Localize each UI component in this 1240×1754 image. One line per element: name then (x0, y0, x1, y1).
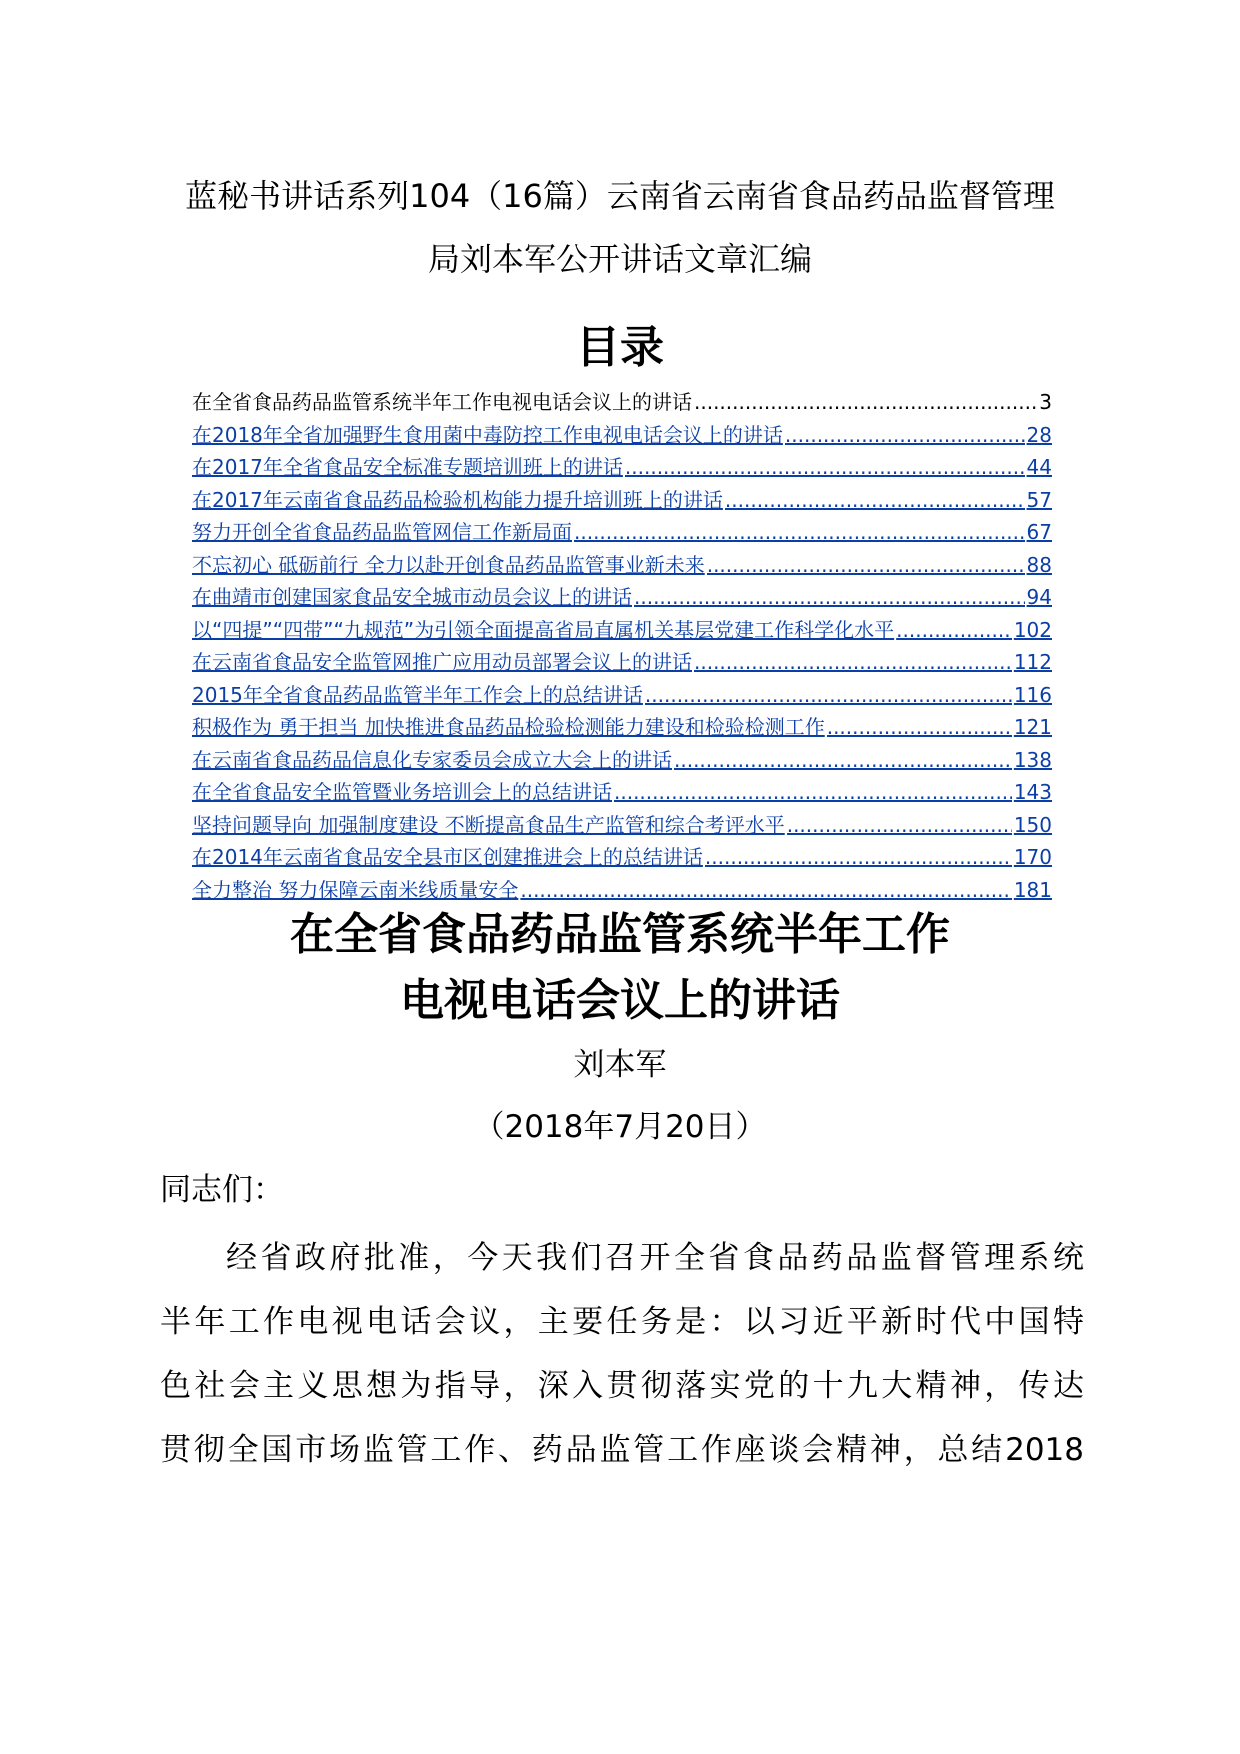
toc-entry-title: 在云南省食品安全监管网推广应用动员部署会议上的讲话 (192, 650, 692, 674)
toc-entry-title: 积极作为 勇于担当 加快推进食品药品检验检测能力建设和检验检测工作 (192, 715, 825, 739)
toc-leader-dots (645, 679, 1012, 712)
speech-title-line-2: 电视电话会议上的讲话 (400, 975, 840, 1026)
toc-entry-title: 2015年全省食品药品监管半年工作会上的总结讲话 (192, 682, 643, 707)
toc-entry-page: 181 (1013, 877, 1052, 902)
toc-entry-page: 67 (1026, 520, 1052, 544)
toc-entry-title: 不忘初心 砥砺前行 全力以赴开创食品药品监管事业新未来 (192, 552, 705, 577)
toc-entry[interactable] (192, 581, 1052, 614)
toc-entry[interactable] (192, 841, 1052, 874)
toc-heading: 目录 (576, 322, 664, 373)
toc-leader-dots (705, 841, 1012, 874)
toc-entry-page: 44 (1026, 455, 1052, 479)
toc-leader-dots (707, 549, 1025, 582)
toc-entry[interactable] (192, 776, 1052, 809)
toc-entry[interactable] (192, 809, 1052, 842)
toc-entry-page: 88 (1026, 552, 1052, 577)
speech-title-line-1: 在全省食品药品监管系统半年工作 (290, 909, 950, 960)
toc-leader-dots (674, 744, 1012, 777)
toc-leader-dots (787, 809, 1012, 842)
toc-entry[interactable] (192, 549, 1052, 582)
toc-entry-page: 143 (1013, 780, 1052, 804)
toc-leader-dots (634, 581, 1025, 614)
toc-leader-dots (785, 419, 1025, 452)
toc-entry[interactable] (192, 386, 1052, 419)
toc-leader-dots (574, 516, 1025, 549)
salutation: 同志们： (160, 1172, 284, 1208)
toc-entry-title: 努力开创全省食品药品监管网信工作新局面 (192, 520, 572, 544)
toc-entry-page: 28 (1026, 422, 1052, 447)
toc-entry-title: 在全省食品安全监管暨业务培训会上的总结讲话 (192, 780, 612, 804)
toc-entry[interactable] (192, 711, 1052, 744)
body-text-line: 半年工作电视电话会议，主要任务是：以习近平新时代中国特 (160, 1304, 1084, 1340)
body-text-line: 贯彻全国市场监管工作、药品监管工作座谈会精神，总结2018 (160, 1432, 1084, 1468)
toc-leader-dots (694, 386, 1037, 419)
toc-entry-title: 在全省食品药品监管系统半年工作电视电话会议上的讲话 (192, 390, 692, 414)
toc-leader-dots (827, 711, 1012, 744)
toc-entry-title: 在2017年云南省食品药品检验机构能力提升培训班上的讲话 (192, 487, 723, 512)
toc-leader-dots (725, 484, 1025, 517)
toc-entry[interactable] (192, 614, 1052, 647)
toc-entry[interactable] (192, 679, 1052, 712)
speech-author: 刘本军 (573, 1047, 667, 1083)
toc-entry-page: 112 (1013, 650, 1052, 674)
toc-entry[interactable] (192, 874, 1052, 907)
toc-entry[interactable] (192, 646, 1052, 679)
toc-entry-page: 57 (1026, 487, 1052, 512)
toc-entry-title: 在云南省食品药品信息化专家委员会成立大会上的讲话 (192, 747, 672, 772)
body-text-line: 色社会主义思想为指导，深入贯彻落实党的十九大精神，传达 (160, 1368, 1084, 1404)
speech-date: （2018年7月20日） (473, 1109, 767, 1145)
toc-entry-title: 在曲靖市创建国家食品安全城市动员会议上的讲话 (192, 585, 632, 609)
toc-leader-dots (614, 776, 1012, 809)
toc-entry[interactable] (192, 451, 1052, 484)
toc-entry[interactable] (192, 744, 1052, 777)
toc-entry-title: 在2018年全省加强野生食用菌中毒防控工作电视电话会议上的讲话 (192, 422, 783, 447)
document-title-line-1: 蓝秘书讲话系列104（16篇）云南省云南省食品药品监督管理 (185, 177, 1055, 215)
table-of-contents (192, 386, 1052, 906)
toc-leader-dots (625, 451, 1025, 484)
toc-entry-page: 138 (1013, 747, 1052, 772)
body-text-line: 经省政府批准，今天我们召开全省食品药品监督管理系统 (226, 1240, 1084, 1276)
toc-entry[interactable] (192, 516, 1052, 549)
toc-entry-title: 在2014年云南省食品安全县市区创建推进会上的总结讲话 (192, 845, 703, 869)
toc-entry-page: 121 (1013, 715, 1052, 739)
toc-leader-dots (896, 614, 1012, 647)
toc-entry-page: 170 (1013, 845, 1052, 869)
toc-entry-title: 坚持问题导向 加强制度建设 不断提高食品生产监管和综合考评水平 (192, 812, 785, 837)
toc-leader-dots (694, 646, 1012, 679)
document-title-line-2: 局刘本军公开讲话文章汇编 (427, 240, 812, 278)
toc-entry-title: 全力整治 努力保障云南米线质量安全 (192, 877, 519, 902)
toc-entry[interactable] (192, 484, 1052, 517)
toc-entry-title: 在2017年全省食品安全标准专题培训班上的讲话 (192, 455, 623, 479)
toc-leader-dots (520, 874, 1011, 907)
toc-entry-page: 116 (1013, 682, 1052, 707)
toc-entry[interactable] (192, 419, 1052, 452)
toc-entry-page: 3 (1039, 390, 1052, 414)
toc-entry-title: 以“四提”“四带”“九规范”为引领全面提高省局直属机关基层党建工作科学化水平 (192, 617, 895, 642)
toc-entry-page: 94 (1026, 585, 1052, 609)
toc-entry-page: 150 (1013, 812, 1052, 837)
toc-entry-page: 102 (1013, 617, 1052, 642)
